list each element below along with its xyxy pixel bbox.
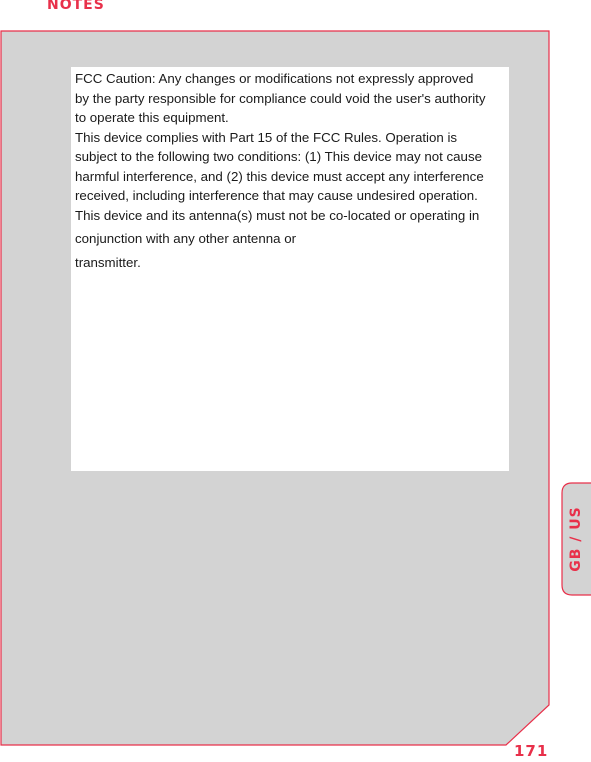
page-title: NOTES [47,0,105,13]
notes-line: conjunction with any other antenna or [75,231,297,246]
notes-line: This device complies with Part 15 of the FCC Rules. Operation is [75,129,458,145]
notes-line: to operate this equipment. [75,110,229,125]
notes-line: by the party responsible for compliance could void the user's authority [75,90,486,106]
notes-line: subject to the following two conditions: (1) This device may not cause [75,149,482,164]
notes-line: This device and its antenna(s) must not be co-located or operating in [75,207,480,223]
notes-text [75,69,505,272]
language-tab [561,482,591,596]
page-number: 171 [514,742,549,760]
language-tab-label: GB / US [568,506,584,572]
notes-content-area [71,67,509,471]
notes-line: transmitter. [75,254,141,270]
notes-line: FCC Caution: Any changes or modifications not expressly approved [75,71,474,86]
notes-line: harmful interference, and (2) this device must accept any interference [75,168,484,184]
notes-line: received, including interference that may cause undesired operation. [75,188,478,203]
